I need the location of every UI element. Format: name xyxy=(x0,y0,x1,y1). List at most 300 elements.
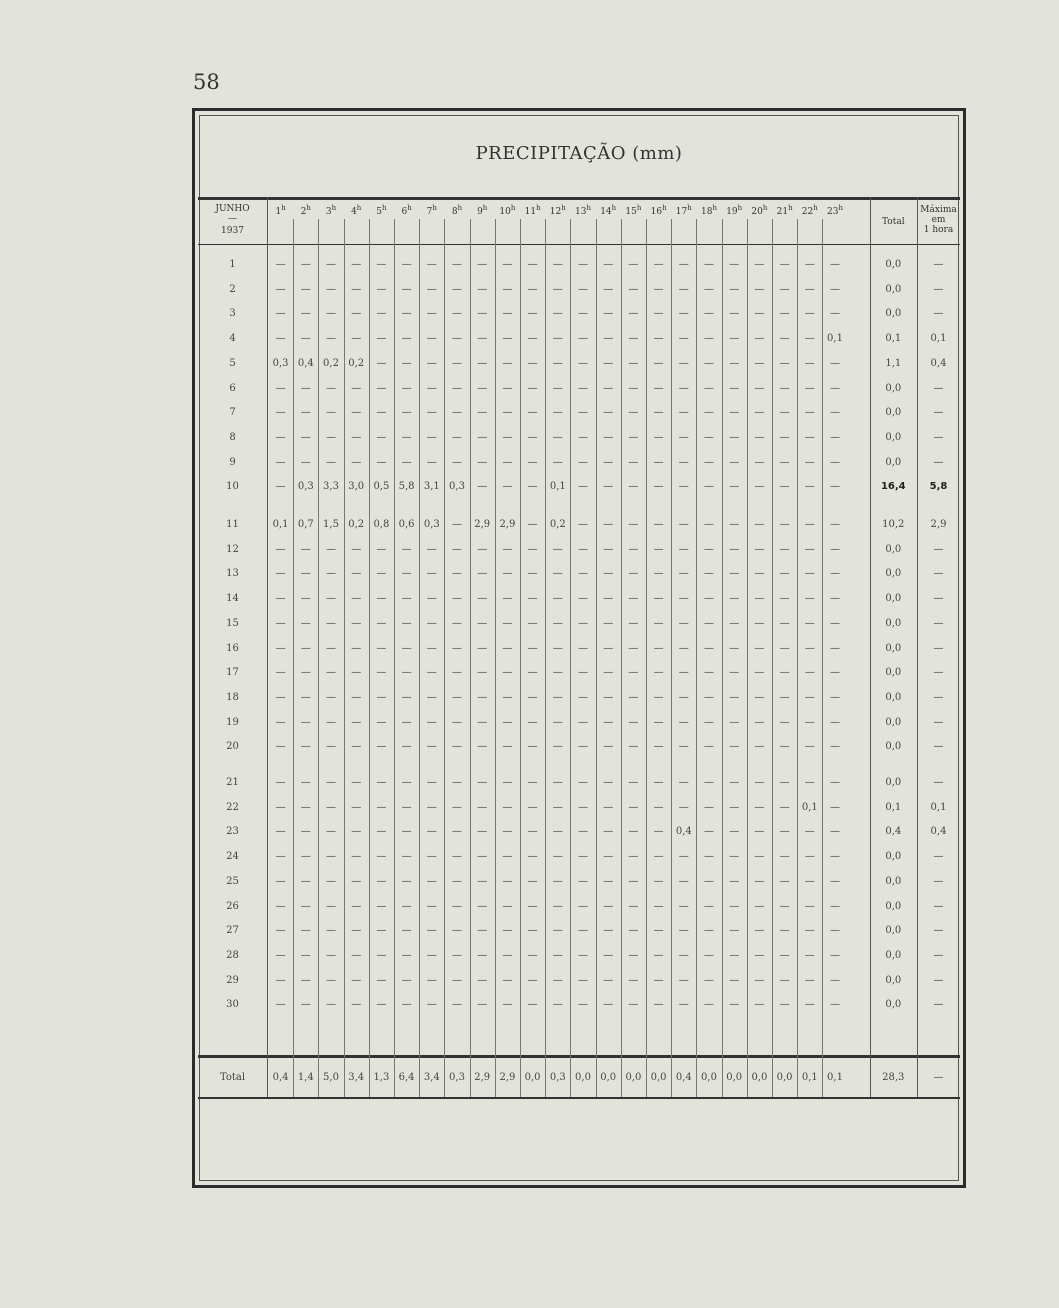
hour-cell: — xyxy=(779,283,790,295)
hour-cell: — xyxy=(376,925,387,937)
header-hour-22: 22$^h$ xyxy=(801,204,818,217)
total-hour-cell: 3,4 xyxy=(348,1072,365,1083)
hour-cell: — xyxy=(829,925,840,937)
day-total: 0,0 xyxy=(885,283,902,295)
rule-col-hour xyxy=(747,219,748,1097)
hour-cell: — xyxy=(552,333,563,345)
hour-cell: — xyxy=(552,593,563,605)
hour-cell: — xyxy=(325,382,336,394)
hour-cell: — xyxy=(729,543,740,555)
hour-cell: — xyxy=(577,519,588,530)
hour-cell: 0,1 xyxy=(272,519,289,530)
hour-cell: — xyxy=(300,543,311,555)
hour-cell: — xyxy=(300,777,311,788)
day-max: — xyxy=(933,382,944,394)
hour-cell: — xyxy=(829,382,840,394)
day-max: — xyxy=(933,431,944,443)
hour-cell: — xyxy=(376,333,387,345)
hour-cell: — xyxy=(502,617,513,629)
hour-cell: — xyxy=(502,949,513,961)
hour-cell: — xyxy=(552,667,563,679)
hour-cell: 0,3 xyxy=(423,519,440,530)
hour-cell: — xyxy=(300,308,311,320)
hour-cell: — xyxy=(804,568,815,580)
hour-cell: — xyxy=(300,949,311,961)
hour-cell: — xyxy=(577,875,588,887)
hour-cell: — xyxy=(754,875,765,887)
hour-cell: — xyxy=(502,333,513,345)
total-hour-cell: 5,0 xyxy=(323,1072,339,1083)
hour-cell: — xyxy=(603,382,614,394)
hour-cell: — xyxy=(653,456,664,468)
hour-cell: — xyxy=(376,431,387,443)
hour-cell: — xyxy=(477,568,488,580)
hour-cell: — xyxy=(552,308,563,320)
hour-cell: — xyxy=(502,283,513,295)
header-hour-7: 7$^h$ xyxy=(426,204,437,217)
day-max: 0,1 xyxy=(930,801,947,813)
rule-col-hour xyxy=(470,219,471,1097)
hour-cell: — xyxy=(577,481,588,493)
hour-cell: — xyxy=(754,925,765,937)
hour-cell: — xyxy=(527,543,538,555)
hour-cell: — xyxy=(426,382,437,394)
hour-cell: — xyxy=(703,617,714,629)
hour-cell: — xyxy=(653,851,664,863)
hour-cell: — xyxy=(779,741,790,753)
day-label: 22 xyxy=(226,801,239,813)
hour-cell: — xyxy=(351,407,362,419)
hour-cell: — xyxy=(628,826,639,838)
hour-cell: — xyxy=(552,900,563,912)
hour-cell: — xyxy=(477,667,488,679)
hour-cell: — xyxy=(829,357,840,369)
hour-cell: — xyxy=(451,382,462,394)
hour-cell: — xyxy=(804,456,815,468)
hour-cell: — xyxy=(376,593,387,605)
hour-cell: — xyxy=(451,642,462,654)
hour-cell: — xyxy=(703,851,714,863)
hour-cell: — xyxy=(401,999,412,1011)
total-hour-cell: 1,3 xyxy=(373,1072,390,1083)
hour-cell: — xyxy=(401,974,412,986)
hour-cell: — xyxy=(426,826,437,838)
hour-cell: — xyxy=(678,431,689,443)
hour-cell: — xyxy=(678,741,689,753)
hour-cell: — xyxy=(703,593,714,605)
hour-cell: — xyxy=(754,999,765,1011)
rule-col-hour xyxy=(570,219,571,1097)
hour-cell: — xyxy=(300,826,311,838)
hour-cell: — xyxy=(628,308,639,320)
hour-cell: — xyxy=(703,801,714,813)
hour-cell: — xyxy=(829,259,840,270)
hour-cell: — xyxy=(829,716,840,728)
header-hour-3: 3$^h$ xyxy=(325,204,337,217)
hour-cell: — xyxy=(678,716,689,728)
header-hour-1: 1$^h$ xyxy=(275,204,286,217)
hour-cell: — xyxy=(804,826,815,838)
hour-cell: — xyxy=(502,716,513,728)
hour-cell: — xyxy=(527,801,538,813)
day-label: 3 xyxy=(229,308,236,320)
hour-cell: — xyxy=(376,543,387,555)
hour-cell: — xyxy=(401,456,412,468)
hour-cell: — xyxy=(502,691,513,703)
rule-col-hour xyxy=(671,219,672,1097)
hour-cell: — xyxy=(451,949,462,961)
hour-cell: — xyxy=(552,777,563,788)
hour-cell: — xyxy=(300,283,311,295)
hour-cell: — xyxy=(779,642,790,654)
total-hour-cell: 0,0 xyxy=(575,1072,591,1083)
hour-cell: — xyxy=(754,974,765,986)
hour-cell: — xyxy=(552,283,563,295)
hour-cell: — xyxy=(502,593,513,605)
header-year: 1937 xyxy=(221,226,244,236)
hour-cell: — xyxy=(477,642,488,654)
hour-cell: — xyxy=(300,456,311,468)
hour-cell: — xyxy=(603,519,614,530)
hour-cell: — xyxy=(275,691,286,703)
day-label: 23 xyxy=(226,826,239,838)
hour-cell: — xyxy=(401,741,412,753)
hour-cell: — xyxy=(300,875,311,887)
hour-cell: — xyxy=(603,481,614,493)
hour-cell: — xyxy=(779,826,790,838)
hour-cell: — xyxy=(703,283,714,295)
hour-cell: — xyxy=(477,259,488,270)
hour-cell: — xyxy=(628,999,639,1011)
hour-cell: — xyxy=(300,382,311,394)
hour-cell: — xyxy=(502,431,513,443)
day-total: 0,0 xyxy=(885,716,902,728)
hour-cell: — xyxy=(275,900,286,912)
hour-cell: — xyxy=(275,667,286,679)
total-hour-cell: 0,0 xyxy=(524,1072,541,1083)
hour-cell: — xyxy=(653,593,664,605)
day-total: 0,0 xyxy=(885,382,902,394)
hour-cell: — xyxy=(703,667,714,679)
hour-cell: — xyxy=(300,851,311,863)
day-max: — xyxy=(933,974,944,986)
hour-cell: — xyxy=(502,999,513,1011)
hour-cell: — xyxy=(577,543,588,555)
hour-cell: — xyxy=(552,259,563,270)
hour-cell: — xyxy=(376,642,387,654)
hour-cell: — xyxy=(754,543,765,555)
hour-cell: — xyxy=(527,357,538,369)
hour-cell: — xyxy=(628,925,639,937)
hour-cell: — xyxy=(426,974,437,986)
hour-cell: — xyxy=(275,801,286,813)
header-max-line2: em xyxy=(931,215,946,225)
header-hour-10: 10$^h$ xyxy=(499,204,516,217)
hour-cell: — xyxy=(779,801,790,813)
hour-cell: — xyxy=(426,283,437,295)
hour-cell: — xyxy=(451,777,462,788)
hour-cell: — xyxy=(527,925,538,937)
hour-cell: — xyxy=(829,851,840,863)
hour-cell: — xyxy=(527,333,538,345)
hour-cell: — xyxy=(653,949,664,961)
hour-cell: — xyxy=(376,568,387,580)
hour-cell: — xyxy=(754,851,765,863)
hour-cell: — xyxy=(275,716,286,728)
hour-cell: — xyxy=(703,308,714,320)
day-label: 29 xyxy=(226,974,239,986)
hour-cell: — xyxy=(678,777,689,788)
rule-col-hour xyxy=(344,219,345,1097)
hour-cell: — xyxy=(351,691,362,703)
hour-cell: — xyxy=(804,691,815,703)
hour-cell: — xyxy=(653,259,664,270)
header-hour-14: 14$^h$ xyxy=(600,204,617,217)
hour-cell: — xyxy=(527,851,538,863)
rule-col-hour xyxy=(520,219,521,1097)
hour-cell: — xyxy=(678,456,689,468)
hour-cell: — xyxy=(552,801,563,813)
hour-cell: — xyxy=(552,999,563,1011)
hour-cell: — xyxy=(628,691,639,703)
day-max: — xyxy=(933,568,944,580)
hour-cell: — xyxy=(628,777,639,788)
hour-cell: — xyxy=(325,925,336,937)
rule-col-hour xyxy=(822,219,823,1097)
hour-cell: — xyxy=(376,456,387,468)
hour-cell: — xyxy=(426,777,437,788)
hour-cell: — xyxy=(829,568,840,580)
hour-cell: — xyxy=(779,999,790,1011)
hour-cell: — xyxy=(552,456,563,468)
total-hour-cell: 0,3 xyxy=(549,1072,566,1083)
hour-cell: — xyxy=(703,949,714,961)
hour-cell: — xyxy=(300,900,311,912)
hour-cell: — xyxy=(527,568,538,580)
hour-cell: — xyxy=(275,974,286,986)
hour-cell: — xyxy=(829,999,840,1011)
hour-cell: — xyxy=(275,777,286,788)
hour-cell: — xyxy=(703,259,714,270)
hour-cell: — xyxy=(804,382,815,394)
day-total: 0,0 xyxy=(885,851,902,863)
hour-cell: — xyxy=(502,382,513,394)
hour-cell: — xyxy=(275,999,286,1011)
hour-cell: — xyxy=(779,593,790,605)
hour-cell: — xyxy=(426,741,437,753)
total-hour-cell: 0,4 xyxy=(675,1072,692,1083)
hour-cell: — xyxy=(729,741,740,753)
hour-cell: — xyxy=(325,617,336,629)
hour-cell: — xyxy=(829,667,840,679)
hour-cell: — xyxy=(804,999,815,1011)
hour-cell: — xyxy=(426,617,437,629)
hour-cell: — xyxy=(703,481,714,493)
hour-cell: — xyxy=(376,382,387,394)
hour-cell: — xyxy=(376,357,387,369)
header-max-line1: Máxima xyxy=(920,205,957,215)
hour-cell: — xyxy=(325,875,336,887)
hour-cell: 0,1 xyxy=(801,801,818,813)
total-hour-cell: 0,0 xyxy=(650,1072,667,1083)
hour-cell: — xyxy=(351,826,362,838)
header-hour-12: 12$^h$ xyxy=(549,204,566,217)
hour-cell: — xyxy=(804,543,815,555)
day-max: — xyxy=(933,308,944,320)
rule-total-bottom xyxy=(198,1097,960,1099)
hour-cell: — xyxy=(603,900,614,912)
hour-cell: — xyxy=(552,949,563,961)
hour-cell: — xyxy=(552,357,563,369)
rule-col-hour xyxy=(646,219,647,1097)
hour-cell: — xyxy=(477,543,488,555)
page-number: 58 xyxy=(193,70,220,94)
hour-cell: — xyxy=(401,716,412,728)
hour-cell: — xyxy=(325,543,336,555)
hour-cell: — xyxy=(426,308,437,320)
hour-cell: — xyxy=(527,741,538,753)
header-hour-13: 13$^h$ xyxy=(575,204,591,217)
day-total: 16,4 xyxy=(880,481,906,493)
day-label: 19 xyxy=(226,716,239,728)
hour-cell: — xyxy=(628,333,639,345)
hour-cell: — xyxy=(351,777,362,788)
hour-cell: — xyxy=(300,974,311,986)
hour-cell: — xyxy=(325,777,336,788)
hour-cell: — xyxy=(451,431,462,443)
total-hour-cell: 0,4 xyxy=(272,1072,289,1083)
day-total: 0,0 xyxy=(885,568,902,580)
hour-cell: — xyxy=(678,851,689,863)
hour-cell: — xyxy=(527,949,538,961)
hour-cell: — xyxy=(300,407,311,419)
hour-cell: — xyxy=(502,456,513,468)
hour-cell: — xyxy=(376,875,387,887)
hour-cell: — xyxy=(502,642,513,654)
hour-cell: 0,2 xyxy=(323,357,339,369)
day-label: 20 xyxy=(226,741,239,753)
hour-cell: — xyxy=(628,716,639,728)
hour-cell: — xyxy=(603,667,614,679)
header-hour-21: 21$^h$ xyxy=(776,204,793,217)
hour-cell: — xyxy=(300,999,311,1011)
hour-cell: 0,4 xyxy=(675,826,692,838)
hour-cell: — xyxy=(275,407,286,419)
hour-cell: — xyxy=(653,801,664,813)
hour-cell: — xyxy=(577,741,588,753)
hour-cell: — xyxy=(527,999,538,1011)
hour-cell: — xyxy=(603,851,614,863)
hour-cell: — xyxy=(325,568,336,580)
hour-cell: — xyxy=(628,875,639,887)
hour-cell: — xyxy=(426,999,437,1011)
grand-max: — xyxy=(933,1072,944,1083)
day-max: — xyxy=(933,900,944,912)
hour-cell: — xyxy=(527,308,538,320)
hour-cell: — xyxy=(401,308,412,320)
hour-cell: — xyxy=(628,456,639,468)
hour-cell: — xyxy=(376,407,387,419)
hour-cell: — xyxy=(628,900,639,912)
hour-cell: — xyxy=(376,777,387,788)
hour-cell: — xyxy=(754,333,765,345)
hour-cell: — xyxy=(426,357,437,369)
hour-cell: — xyxy=(401,568,412,580)
hour-cell: — xyxy=(451,593,462,605)
hour-cell: — xyxy=(351,568,362,580)
hour-cell: — xyxy=(325,593,336,605)
hour-cell: — xyxy=(502,801,513,813)
hour-cell: — xyxy=(729,481,740,493)
hour-cell: — xyxy=(703,431,714,443)
day-total: 0,4 xyxy=(885,826,902,838)
hour-cell: — xyxy=(779,667,790,679)
hour-cell: — xyxy=(628,519,639,530)
day-max: — xyxy=(933,259,944,270)
hour-cell: — xyxy=(527,407,538,419)
hour-cell: — xyxy=(729,949,740,961)
total-hour-cell: 0,3 xyxy=(449,1072,465,1083)
hour-cell: — xyxy=(451,568,462,580)
hour-cell: — xyxy=(275,851,286,863)
hour-cell: — xyxy=(577,851,588,863)
hour-cell: — xyxy=(577,283,588,295)
hour-cell: — xyxy=(275,543,286,555)
hour-cell: — xyxy=(779,716,790,728)
hour-cell: — xyxy=(351,308,362,320)
hour-cell: — xyxy=(275,259,286,270)
hour-cell: — xyxy=(678,519,689,530)
day-label: 24 xyxy=(226,851,239,863)
hour-cell: — xyxy=(829,691,840,703)
header-hour-23: 23$^h$ xyxy=(827,204,843,217)
hour-cell: — xyxy=(325,259,336,270)
hour-cell: — xyxy=(628,642,639,654)
header-hour-4: 4$^h$ xyxy=(351,204,362,217)
hour-cell: — xyxy=(477,949,488,961)
hour-cell: — xyxy=(401,431,412,443)
hour-cell: — xyxy=(527,691,538,703)
hour-cell: 3,0 xyxy=(348,481,365,493)
hour-cell: 0,5 xyxy=(373,481,390,493)
hour-cell: — xyxy=(502,667,513,679)
hour-cell: 2,9 xyxy=(474,519,491,530)
hour-cell: — xyxy=(451,851,462,863)
hour-cell: — xyxy=(653,431,664,443)
hour-cell: — xyxy=(451,407,462,419)
hour-cell: — xyxy=(477,407,488,419)
day-max: 0,4 xyxy=(930,826,947,838)
hour-cell: — xyxy=(376,308,387,320)
hour-cell: — xyxy=(754,716,765,728)
hour-cell: — xyxy=(779,357,790,369)
hour-cell: — xyxy=(577,431,588,443)
hour-cell: — xyxy=(653,481,664,493)
hour-cell: — xyxy=(779,308,790,320)
hour-cell: — xyxy=(577,308,588,320)
hour-cell: — xyxy=(754,900,765,912)
hour-cell: — xyxy=(754,481,765,493)
table-frame xyxy=(192,108,966,1188)
hour-cell: — xyxy=(325,308,336,320)
hour-cell: — xyxy=(351,593,362,605)
hour-cell: — xyxy=(729,642,740,654)
hour-cell: — xyxy=(603,999,614,1011)
hour-cell: — xyxy=(678,568,689,580)
day-total: 1,1 xyxy=(885,357,902,369)
day-total: 0,0 xyxy=(885,667,902,679)
hour-cell: — xyxy=(653,617,664,629)
